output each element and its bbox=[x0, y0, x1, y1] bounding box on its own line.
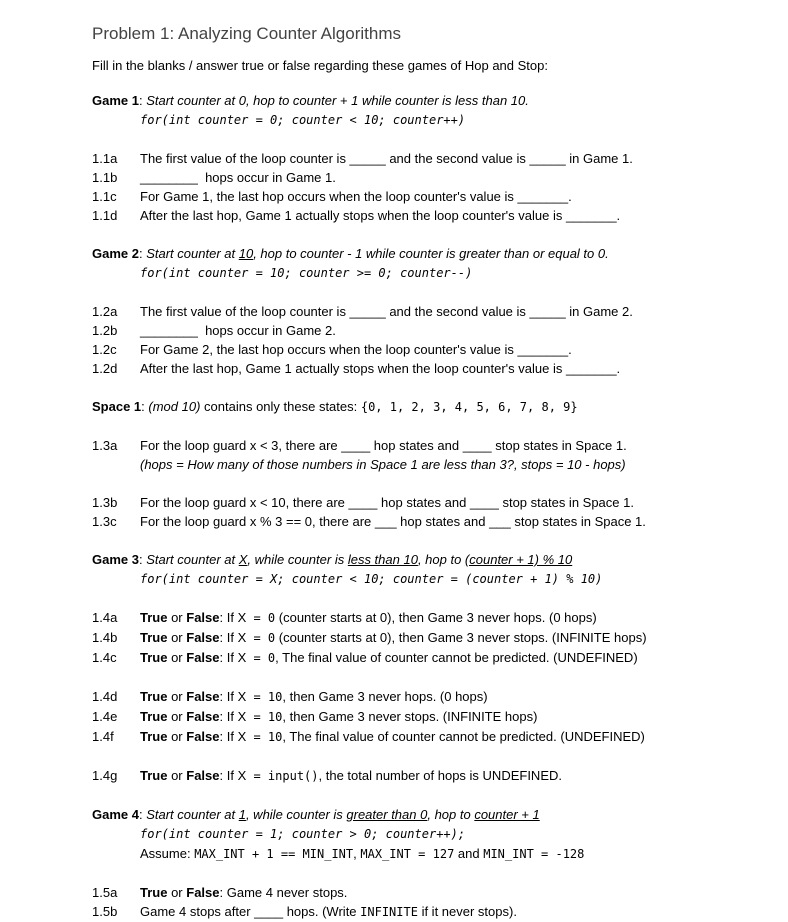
question-1-2c bbox=[92, 340, 752, 359]
question-number: 1.1d bbox=[92, 208, 118, 223]
question-1-4e bbox=[92, 707, 752, 727]
question-1-3a-hint bbox=[92, 455, 752, 474]
question-number: 1.3a bbox=[92, 438, 118, 453]
spacer bbox=[92, 130, 752, 149]
text-run: : bbox=[138, 93, 147, 108]
text-run: , hop to bbox=[427, 807, 475, 822]
question-text bbox=[140, 187, 752, 206]
text-run: : bbox=[138, 552, 147, 567]
text-run: Assume: bbox=[140, 846, 195, 861]
question-1-4c bbox=[92, 648, 752, 668]
question-text bbox=[140, 302, 752, 321]
text-run: : If X bbox=[219, 610, 247, 625]
question-number: 1.3c bbox=[92, 514, 117, 529]
question-text bbox=[140, 436, 752, 455]
text-run: , bbox=[353, 846, 361, 861]
question-text bbox=[140, 902, 752, 922]
text-run: = 10 bbox=[246, 690, 283, 704]
text-run: False bbox=[186, 650, 220, 665]
text-run: (hops = How many of those numbers in Space 1 are less than 3?, stops = 10 - hops) bbox=[140, 457, 626, 472]
text-run: Game 4 stops after ____ hops. (Write bbox=[140, 904, 361, 919]
question-text bbox=[140, 883, 752, 902]
text-run: True bbox=[140, 729, 168, 744]
text-run: False bbox=[186, 630, 220, 645]
question-1-1b bbox=[92, 168, 752, 187]
text-run: or bbox=[167, 709, 187, 724]
text-run: counter + 1 bbox=[474, 807, 540, 822]
space-1-heading bbox=[92, 397, 752, 417]
text-run: False bbox=[186, 709, 220, 724]
question-1-1d bbox=[92, 206, 752, 225]
text-run: = 10 bbox=[246, 710, 283, 724]
text-run: , The final value of counter cannot be predicted. (UNDEFINED) bbox=[275, 650, 638, 665]
spacer bbox=[92, 589, 752, 608]
text-run: ________ hops occur in Game 2. bbox=[140, 323, 336, 338]
text-run: , hop to bbox=[417, 552, 465, 567]
text-run: , while counter is bbox=[247, 552, 348, 567]
text-run: MAX_INT = 127 bbox=[360, 847, 455, 861]
text-run: False bbox=[186, 610, 220, 625]
text-run: For the loop guard x < 3, there are ____ hop states and ____ stop states in Space 1. bbox=[140, 438, 627, 453]
page-title: Problem 1: Analyzing Counter Algorithms bbox=[92, 24, 401, 43]
question-number: 1.3b bbox=[92, 495, 118, 510]
text-run: False bbox=[186, 768, 220, 783]
question-text bbox=[140, 512, 752, 531]
text-run: True bbox=[140, 610, 168, 625]
text-run: contains only these states: bbox=[200, 399, 361, 414]
text-run: MAX_INT + 1 == MIN_INT bbox=[194, 847, 354, 861]
text-run: or bbox=[167, 650, 187, 665]
game-3-code bbox=[92, 569, 752, 589]
question-number: 1.4e bbox=[92, 709, 118, 724]
text-run: (counter starts at 0), then Game 3 never stops. (INFINITE hops) bbox=[275, 630, 647, 645]
text-run: or bbox=[167, 885, 187, 900]
text-run: True bbox=[140, 885, 168, 900]
question-text bbox=[140, 149, 752, 168]
question-1-3c bbox=[92, 512, 752, 531]
question-text bbox=[140, 648, 752, 668]
text-run: for(int counter = 0; counter < 10; counter++) bbox=[140, 113, 466, 127]
text-run: X bbox=[238, 552, 248, 567]
question-text bbox=[140, 493, 752, 512]
text-run: greater than 0 bbox=[346, 807, 428, 822]
game-2-heading bbox=[92, 244, 752, 263]
text-run: = 10 bbox=[246, 730, 283, 744]
text-run: Space 1 bbox=[92, 399, 142, 414]
question-1-4b bbox=[92, 628, 752, 648]
spacer bbox=[92, 668, 752, 687]
text-run: or bbox=[167, 729, 187, 744]
text-run: : bbox=[138, 807, 147, 822]
text-run: After the last hop, Game 1 actually stops when the loop counter's value is _______. bbox=[140, 208, 621, 223]
text-run: Game 1 bbox=[92, 93, 139, 108]
text-run: For the loop guard x < 10, there are ____ hop states and ____ stop states in Space 1. bbox=[140, 495, 634, 510]
text-run: : If X bbox=[219, 768, 247, 783]
question-number: 1.4c bbox=[92, 650, 117, 665]
question-text bbox=[140, 359, 752, 378]
text-run: The first value of the loop counter is _____ and the second value is _____ in Game 2. bbox=[140, 304, 633, 319]
question-1-5b bbox=[92, 902, 752, 922]
question-1-3b bbox=[92, 493, 752, 512]
question-number: 1.4a bbox=[92, 610, 118, 625]
question-1-2a bbox=[92, 302, 752, 321]
question-number: 1.5a bbox=[92, 885, 118, 900]
text-run: : If X bbox=[219, 650, 247, 665]
text-run: Start counter at bbox=[146, 807, 239, 822]
game-4-code bbox=[92, 824, 752, 844]
question-number: 1.4g bbox=[92, 768, 118, 783]
text-run: or bbox=[167, 630, 187, 645]
text-run: less than 10 bbox=[347, 552, 418, 567]
text-run: Game 2 bbox=[92, 246, 139, 261]
text-run: , then Game 3 never hops. (0 hops) bbox=[282, 689, 488, 704]
question-number: 1.1a bbox=[92, 151, 118, 166]
text-run: = 0 bbox=[246, 631, 276, 645]
text-run: True bbox=[140, 630, 168, 645]
document-body bbox=[92, 91, 752, 922]
question-1-5a bbox=[92, 883, 752, 902]
spacer bbox=[92, 75, 752, 91]
spacer bbox=[92, 747, 752, 766]
text-run: : bbox=[141, 399, 149, 414]
game-2-code bbox=[92, 263, 752, 283]
question-1-1a bbox=[92, 149, 752, 168]
question-text bbox=[140, 608, 752, 628]
spacer bbox=[92, 378, 752, 397]
text-run: True bbox=[140, 709, 168, 724]
text-run: , The final value of counter cannot be predicted. (UNDEFINED) bbox=[282, 729, 645, 744]
question-1-4a bbox=[92, 608, 752, 628]
question-1-2b bbox=[92, 321, 752, 340]
spacer bbox=[92, 283, 752, 302]
text-run: Start counter at 0, hop to counter + 1 while counter is less than 10. bbox=[146, 93, 529, 108]
question-text bbox=[140, 628, 752, 648]
game-4-assumption bbox=[92, 844, 752, 864]
question-text bbox=[140, 687, 752, 707]
question-number: 1.1b bbox=[92, 170, 118, 185]
question-1-1c bbox=[92, 187, 752, 206]
question-number: 1.1c bbox=[92, 189, 117, 204]
question-number: 1.2a bbox=[92, 304, 118, 319]
question-text bbox=[140, 727, 752, 747]
text-run: {0, 1, 2, 3, 4, 5, 6, 7, 8, 9} bbox=[360, 400, 578, 414]
game-1-heading bbox=[92, 91, 752, 110]
text-run: = 0 bbox=[246, 651, 276, 665]
spacer bbox=[92, 531, 752, 550]
text-run: for(int counter = 1; counter > 0; counter++); bbox=[140, 827, 466, 841]
text-run: or bbox=[167, 689, 187, 704]
text-run: , then Game 3 never stops. (INFINITE hops) bbox=[282, 709, 538, 724]
game-3-heading bbox=[92, 550, 752, 569]
question-number: 1.2c bbox=[92, 342, 117, 357]
text-run: (counter + 1) % 10 bbox=[464, 552, 573, 567]
text-run: For the loop guard x % 3 == 0, there are ___ hop states and ___ stop states in Space 1. bbox=[140, 514, 646, 529]
text-run: = 0 bbox=[246, 611, 276, 625]
text-run: (counter starts at 0), then Game 3 never hops. (0 hops) bbox=[275, 610, 597, 625]
text-run: : If X bbox=[219, 709, 247, 724]
question-number: 1.5b bbox=[92, 904, 118, 919]
game-1-code bbox=[92, 110, 752, 130]
text-run: or bbox=[167, 768, 187, 783]
text-run: : bbox=[138, 246, 147, 261]
question-1-4d bbox=[92, 687, 752, 707]
text-run: , while counter is bbox=[245, 807, 347, 822]
text-run: (mod 10) bbox=[148, 399, 201, 414]
text-run: or bbox=[167, 610, 187, 625]
text-run: INFINITE bbox=[360, 905, 418, 919]
question-number: 1.4f bbox=[92, 729, 114, 744]
text-run: False bbox=[186, 885, 220, 900]
text-run: The first value of the loop counter is _____ and the second value is _____ in Game 1. bbox=[140, 151, 633, 166]
text-run: True bbox=[140, 768, 168, 783]
text-run: and bbox=[454, 846, 484, 861]
intro-text: Fill in the blanks / answer true or false regarding these games of Hop and Stop: bbox=[92, 58, 548, 73]
question-number: 1.2d bbox=[92, 361, 118, 376]
question-1-3a bbox=[92, 436, 752, 455]
text-run: Start counter at bbox=[146, 552, 239, 567]
text-run: , the total number of hops is UNDEFINED. bbox=[318, 768, 562, 783]
text-run: Game 3 bbox=[92, 552, 139, 567]
text-run: True bbox=[140, 689, 168, 704]
text-run: For Game 1, the last hop occurs when the loop counter's value is _______. bbox=[140, 189, 572, 204]
spacer bbox=[92, 786, 752, 805]
question-text bbox=[140, 340, 752, 359]
text-run: ________ hops occur in Game 1. bbox=[140, 170, 336, 185]
question-number: 1.4b bbox=[92, 630, 118, 645]
question-text bbox=[140, 206, 752, 225]
text-run: : If X bbox=[219, 729, 247, 744]
text-run: for(int counter = X; counter < 10; counter = (counter + 1) % 10) bbox=[140, 572, 603, 586]
spacer bbox=[92, 417, 752, 436]
question-text bbox=[140, 766, 752, 786]
text-run: After the last hop, Game 1 actually stops when the loop counter's value is _______. bbox=[140, 361, 621, 376]
text-run: = input() bbox=[246, 769, 319, 783]
spacer bbox=[92, 474, 752, 493]
text-run: , hop to counter - 1 while counter is greater than or equal to 0. bbox=[253, 246, 609, 261]
question-text bbox=[140, 168, 752, 187]
question-text bbox=[140, 707, 752, 727]
text-run: MIN_INT = -128 bbox=[483, 847, 585, 861]
spacer bbox=[92, 225, 752, 244]
text-run: False bbox=[186, 729, 220, 744]
question-text bbox=[140, 321, 752, 340]
question-number: 1.4d bbox=[92, 689, 118, 704]
text-run: Start counter at bbox=[146, 246, 239, 261]
question-1-4f bbox=[92, 727, 752, 747]
text-run: 10 bbox=[238, 246, 254, 261]
text-run: : If X bbox=[219, 630, 247, 645]
text-run: for(int counter = 10; counter >= 0; counter--) bbox=[140, 266, 473, 280]
question-number: 1.2b bbox=[92, 323, 118, 338]
text-run: if it never stops). bbox=[417, 904, 517, 919]
game-4-heading bbox=[92, 805, 752, 824]
text-run: False bbox=[186, 689, 220, 704]
text-run: Game 4 bbox=[92, 807, 139, 822]
question-1-4g bbox=[92, 766, 752, 786]
question-1-2d bbox=[92, 359, 752, 378]
text-run: For Game 2, the last hop occurs when the loop counter's value is _______. bbox=[140, 342, 572, 357]
text-run: 1 bbox=[238, 807, 246, 822]
text-run: : If X bbox=[219, 689, 247, 704]
spacer bbox=[92, 864, 752, 883]
text-run: : Game 4 never stops. bbox=[219, 885, 348, 900]
text-run: True bbox=[140, 650, 168, 665]
